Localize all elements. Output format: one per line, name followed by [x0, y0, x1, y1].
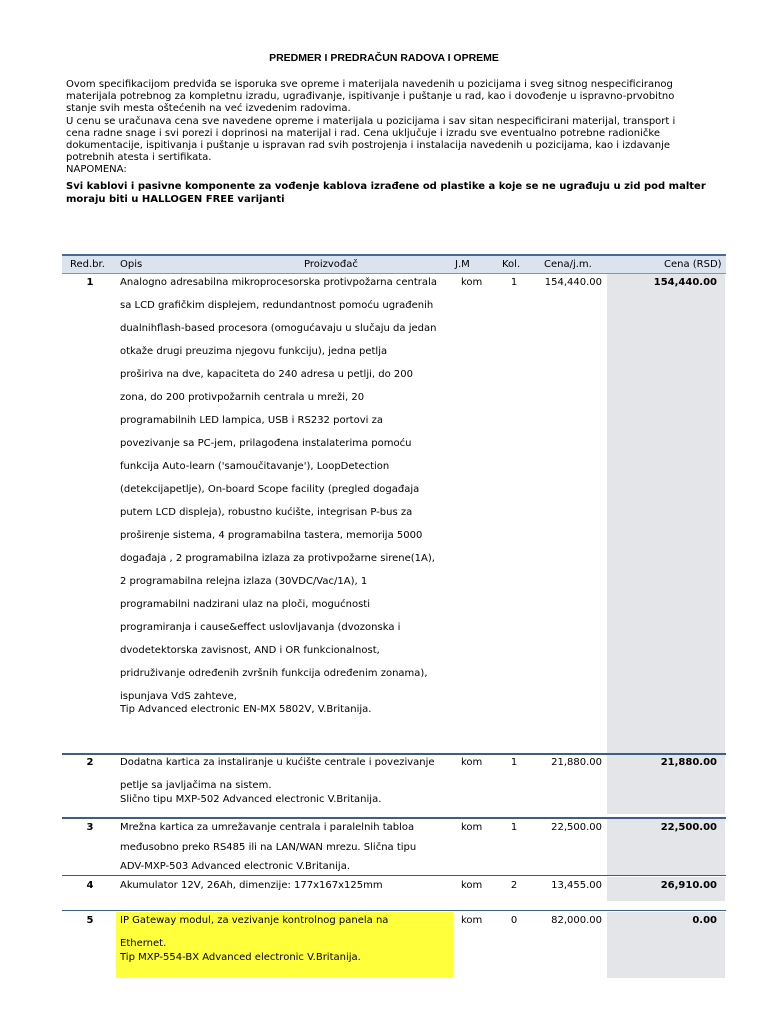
- row-description-line: dvodetektorska zavisnost, AND i OR funkcionalnost,: [120, 645, 380, 656]
- row-description-line: petlje sa javljačima na sistem.: [120, 780, 272, 791]
- row-quantity: 1: [510, 277, 518, 288]
- header-kol: Kol.: [502, 259, 521, 270]
- row-description-line: programiranja i cause&effect uslovljavanja (dvozonska i: [120, 622, 401, 633]
- row-unit: kom: [461, 822, 483, 833]
- row-unit-price: 13,455.00: [551, 880, 602, 891]
- header-jm: J.M: [455, 259, 470, 270]
- row-description-line: programabilni nadzirani ulaz na ploči, mogućnosti: [120, 599, 370, 610]
- row-quantity: 1: [510, 757, 518, 768]
- row-total-price: 0.00: [692, 915, 717, 926]
- row-description-line: funkcija Auto-learn ('samoučitavanje'), LoopDetection: [120, 461, 390, 472]
- header-opis: Opis: [120, 259, 143, 270]
- row-description-line: Slično tipu MXP-502 Advanced electronic V.Britanija.: [120, 794, 382, 805]
- row-description-line: 2 programabilna relejna izlaza (30VDC/Vac/1A), 1: [120, 576, 368, 587]
- row-description-line: Tip Advanced electronic EN-MX 5802V, V.Britanija.: [120, 704, 372, 715]
- row-description-line: Dodatna kartica za instaliranje u kućište centrale i povezivanje: [120, 757, 435, 768]
- row-description-line: ispunjava VdS zahteve,: [120, 691, 237, 702]
- row-description-line: dualnihflash-based procesora (omogućavaju u slučaju da jedan: [120, 323, 437, 334]
- row-description-line: proširenje sistema, 4 programabilna tastera, memorija 5000: [120, 530, 423, 541]
- row-total-price: 21,880.00: [660, 757, 717, 768]
- row-unit-price: 82,000.00: [551, 915, 602, 926]
- row-quantity: 2: [510, 880, 518, 891]
- row-separator: [62, 753, 726, 755]
- row-description-line: Akumulator 12V, 26Ah, dimenzije: 177x167x125mm: [120, 880, 383, 891]
- intro-text: Ovom specifikacijom predviđa se isporuka sve opreme i materijala navedenih u pozicijama i sveg sitnog nespecificiranog materijala potrebnog za kompletnu izradu, ugrađivanje, ispitivanje i puštanje u rad, kao i dovođenje u ispravno-prvobitno stanje svih mesta oštećenih na već izvedenim radovima. U cenu se uračunava cena sve navedene opreme i materijala u pozicijama i sav sitan nespecificirani materijal, transport i cena radne snage i svi porezi i doprinosi na materijal i rad. Cena uključuje i izradu sve eventualno potrebne radioničke dokumentacije, ispitivanja i puštanje u ispravan rad svih postrojenja i instalacija navedenih u pozicijama, kao i izdavanje potrebnih atesta i sertifikata. NAPOMENA:: [66, 79, 676, 176]
- row-description-line: Analogno adresabilna mikroprocesorska protivpožarna centrala: [120, 277, 437, 288]
- row-number: 2: [86, 757, 94, 768]
- row-number: 3: [86, 822, 94, 833]
- row-description-line: IP Gateway modul, za vezivanje kontrolnog panela na: [120, 915, 389, 926]
- row-description-line: Tip MXP-554-BX Advanced electronic V.Britanija.: [120, 952, 361, 963]
- row-number: 4: [86, 880, 94, 891]
- row-description-line: Ethernet.: [120, 938, 167, 949]
- row-description-line: otkaže drugi preuzima njegovu funkciju), jedna petlja: [120, 346, 388, 357]
- row-description-line: pridruživanje određenih zvršnih funkcija određenim zonama),: [120, 668, 428, 679]
- row-unit: kom: [461, 915, 483, 926]
- row-quantity: 0: [510, 915, 518, 926]
- row-number: 1: [86, 277, 94, 288]
- row-description-line: događaja , 2 programabilna izlaza za protivpožarne sirene(1A),: [120, 553, 435, 564]
- row-description-line: zona, do 200 protivpožarnih centrala u mreži, 20: [120, 392, 365, 403]
- header-cena-jm: Cena/j.m.: [544, 259, 592, 270]
- note-bold-text: Svi kablovi i pasivne komponente za vođenje kablova izrađene od plastike a koje se ne ugrađuju u zid pod malter moraju biti u HALLOGEN FREE varijanti: [66, 181, 706, 205]
- header-cena: Cena (RSD): [664, 259, 722, 270]
- row-description-line: (detekcijapetlje), On-board Scope facility (pregled događaja: [120, 484, 420, 495]
- row-description-line: ADV-MXP-503 Advanced electronic V.Britanija.: [120, 861, 350, 872]
- row-total-price: 22,500.00: [660, 822, 717, 833]
- row-description-line: povezivanje sa PC-jem, prilagođena instalaterima pomoću: [120, 438, 412, 449]
- row-quantity: 1: [510, 822, 518, 833]
- row-unit-price: 154,440.00: [544, 277, 602, 288]
- row-separator: [62, 875, 726, 876]
- row-separator: [62, 817, 726, 819]
- row-separator: [62, 910, 726, 911]
- row-number: 5: [86, 915, 94, 926]
- row-unit: kom: [461, 757, 483, 768]
- header-proizvodjac: Proizvođač: [304, 259, 358, 270]
- row-total-price: 26,910.00: [660, 880, 717, 891]
- row-description-line: sa LCD grafičkim displejem, redundantnost pomoću ugrađenih: [120, 300, 434, 311]
- cena-column-bg: [607, 274, 725, 754]
- row-description-line: putem LCD displeja), robustno kućište, integrisan P-bus za: [120, 507, 413, 518]
- row-description-line: proširiva na dve, kapaciteta do 240 adresa u petlji, do 200: [120, 369, 413, 380]
- row-unit-price: 22,500.00: [551, 822, 602, 833]
- table-header-row: [62, 256, 726, 274]
- row-unit: kom: [461, 880, 483, 891]
- page-title: PREDMER I PREDRAČUN RADOVA I OPREME: [269, 52, 499, 64]
- row-description-line: programabilnih LED lampica, USB i RS232 portovi za: [120, 415, 383, 426]
- row-unit: kom: [461, 277, 483, 288]
- row-description-line: Mrežna kartica za umrežavanje centrala i paralelnih tabloa: [120, 822, 415, 833]
- row-description-line: međusobno preko RS485 ili na LAN/WAN mrezu. Slična tipu: [120, 842, 417, 853]
- row-unit-price: 21,880.00: [551, 757, 602, 768]
- row-total-price: 154,440.00: [653, 277, 717, 288]
- header-red-br: Red.br.: [70, 259, 105, 270]
